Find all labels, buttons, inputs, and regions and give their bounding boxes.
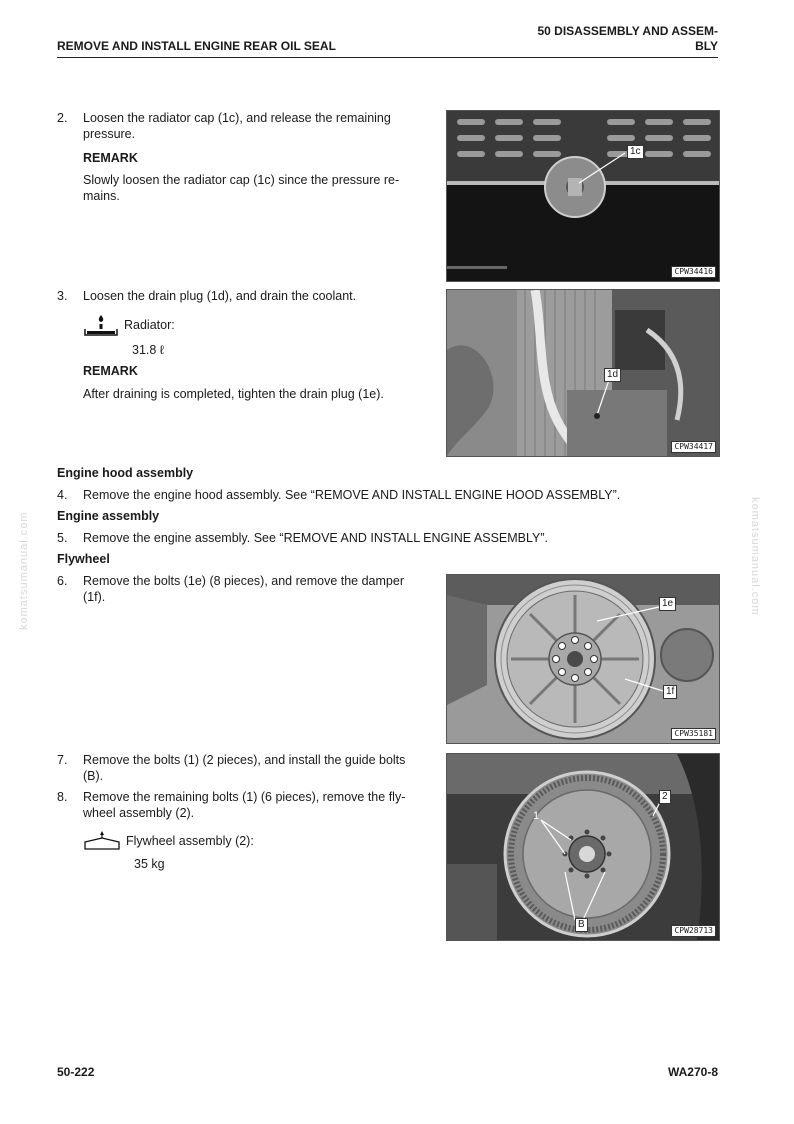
remark-title: REMARK (83, 364, 138, 378)
photo-radiator-cap (446, 110, 720, 282)
remark-text: mains. (83, 189, 120, 203)
photo-drain-plug-image (447, 290, 719, 456)
heading-flywheel: Flywheel (57, 552, 110, 566)
step-text: Remove the engine assembly. See “REMOVE AND INSTALL ENGINE ASSEMBLY”. (83, 531, 548, 545)
step-text: (B). (83, 769, 104, 783)
step-number: 7. (57, 753, 68, 767)
heading-engine-assembly: Engine assembly (57, 509, 160, 523)
photo-flywheel-image (447, 754, 719, 940)
remark-text: Slowly loosen the radiator cap (1c) since the pressure re- (83, 173, 400, 187)
capacity-label: Radiator: (124, 318, 175, 332)
step-number: 8. (57, 790, 68, 804)
heading-engine-hood: Engine hood assembly (57, 466, 194, 480)
drain-capacity-icon (83, 313, 119, 337)
step-number: 3. (57, 289, 68, 303)
photo-caption: CPW34417 (671, 441, 716, 453)
step-number: 2. (57, 111, 68, 125)
step-text: pressure. (83, 127, 136, 141)
photo-flywheel (446, 753, 720, 941)
weight-value: 35 kg (134, 857, 165, 871)
weight-icon (82, 830, 122, 850)
step-text: Remove the bolts (1) (2 pieces), and install the guide bolts (83, 753, 406, 767)
header-rule (57, 57, 718, 58)
step-text: Loosen the drain plug (1d), and drain the coolant. (83, 289, 357, 303)
callout-1: 1 (533, 810, 540, 822)
step-4 (57, 487, 718, 503)
chapter-title-line2: BLY (695, 39, 718, 53)
callout-2: 2 (659, 790, 671, 804)
page-number: 50-222 (57, 1065, 95, 1079)
capacity-value: 31.8 ℓ (132, 343, 164, 357)
photo-damper (446, 574, 720, 744)
callout-1e: 1e (659, 597, 676, 611)
photo-caption: CPW28713 (671, 925, 716, 937)
step-5 (57, 530, 718, 546)
callout-1f: 1f (663, 685, 677, 699)
step-number: 6. (57, 574, 68, 588)
step-text: Remove the engine hood assembly. See “REMOVE AND INSTALL ENGINE HOOD ASSEMBLY”. (83, 488, 621, 502)
step-text: Remove the bolts (1e) (8 pieces), and remove the damper (83, 574, 404, 588)
photo-caption: CPW35181 (671, 728, 716, 740)
photo-drain-plug (446, 289, 720, 457)
model-code: WA270-8 (667, 1065, 718, 1079)
callout-1d: 1d (604, 368, 621, 382)
watermark-right: komatsumanual.com (749, 497, 761, 616)
watermark-left: komatsumanual.com (18, 511, 30, 630)
remark-text: After draining is completed, tighten the drain plug (1e). (83, 387, 384, 401)
photo-caption: CPW34416 (671, 266, 716, 278)
callout-b: B (575, 918, 588, 932)
step-number: 5. (57, 531, 68, 545)
weight-label: Flywheel assembly (2): (126, 834, 254, 848)
step-text: Loosen the radiator cap (1c), and release the remaining (83, 111, 391, 125)
step-text: wheel assembly (2). (83, 806, 195, 820)
step-text: (1f). (83, 590, 106, 604)
photo-damper-image (447, 575, 719, 743)
remark-title: REMARK (83, 151, 138, 165)
step-text: Remove the remaining bolts (1) (6 pieces), remove the fly- (83, 790, 406, 804)
callout-1c: 1c (627, 145, 644, 159)
photo-radiator-cap-image (447, 111, 719, 281)
section-title: REMOVE AND INSTALL ENGINE REAR OIL SEAL (57, 39, 336, 53)
chapter-title-line1: 50 DISASSEMBLY AND ASSEM- (537, 24, 718, 38)
step-number: 4. (57, 488, 68, 502)
